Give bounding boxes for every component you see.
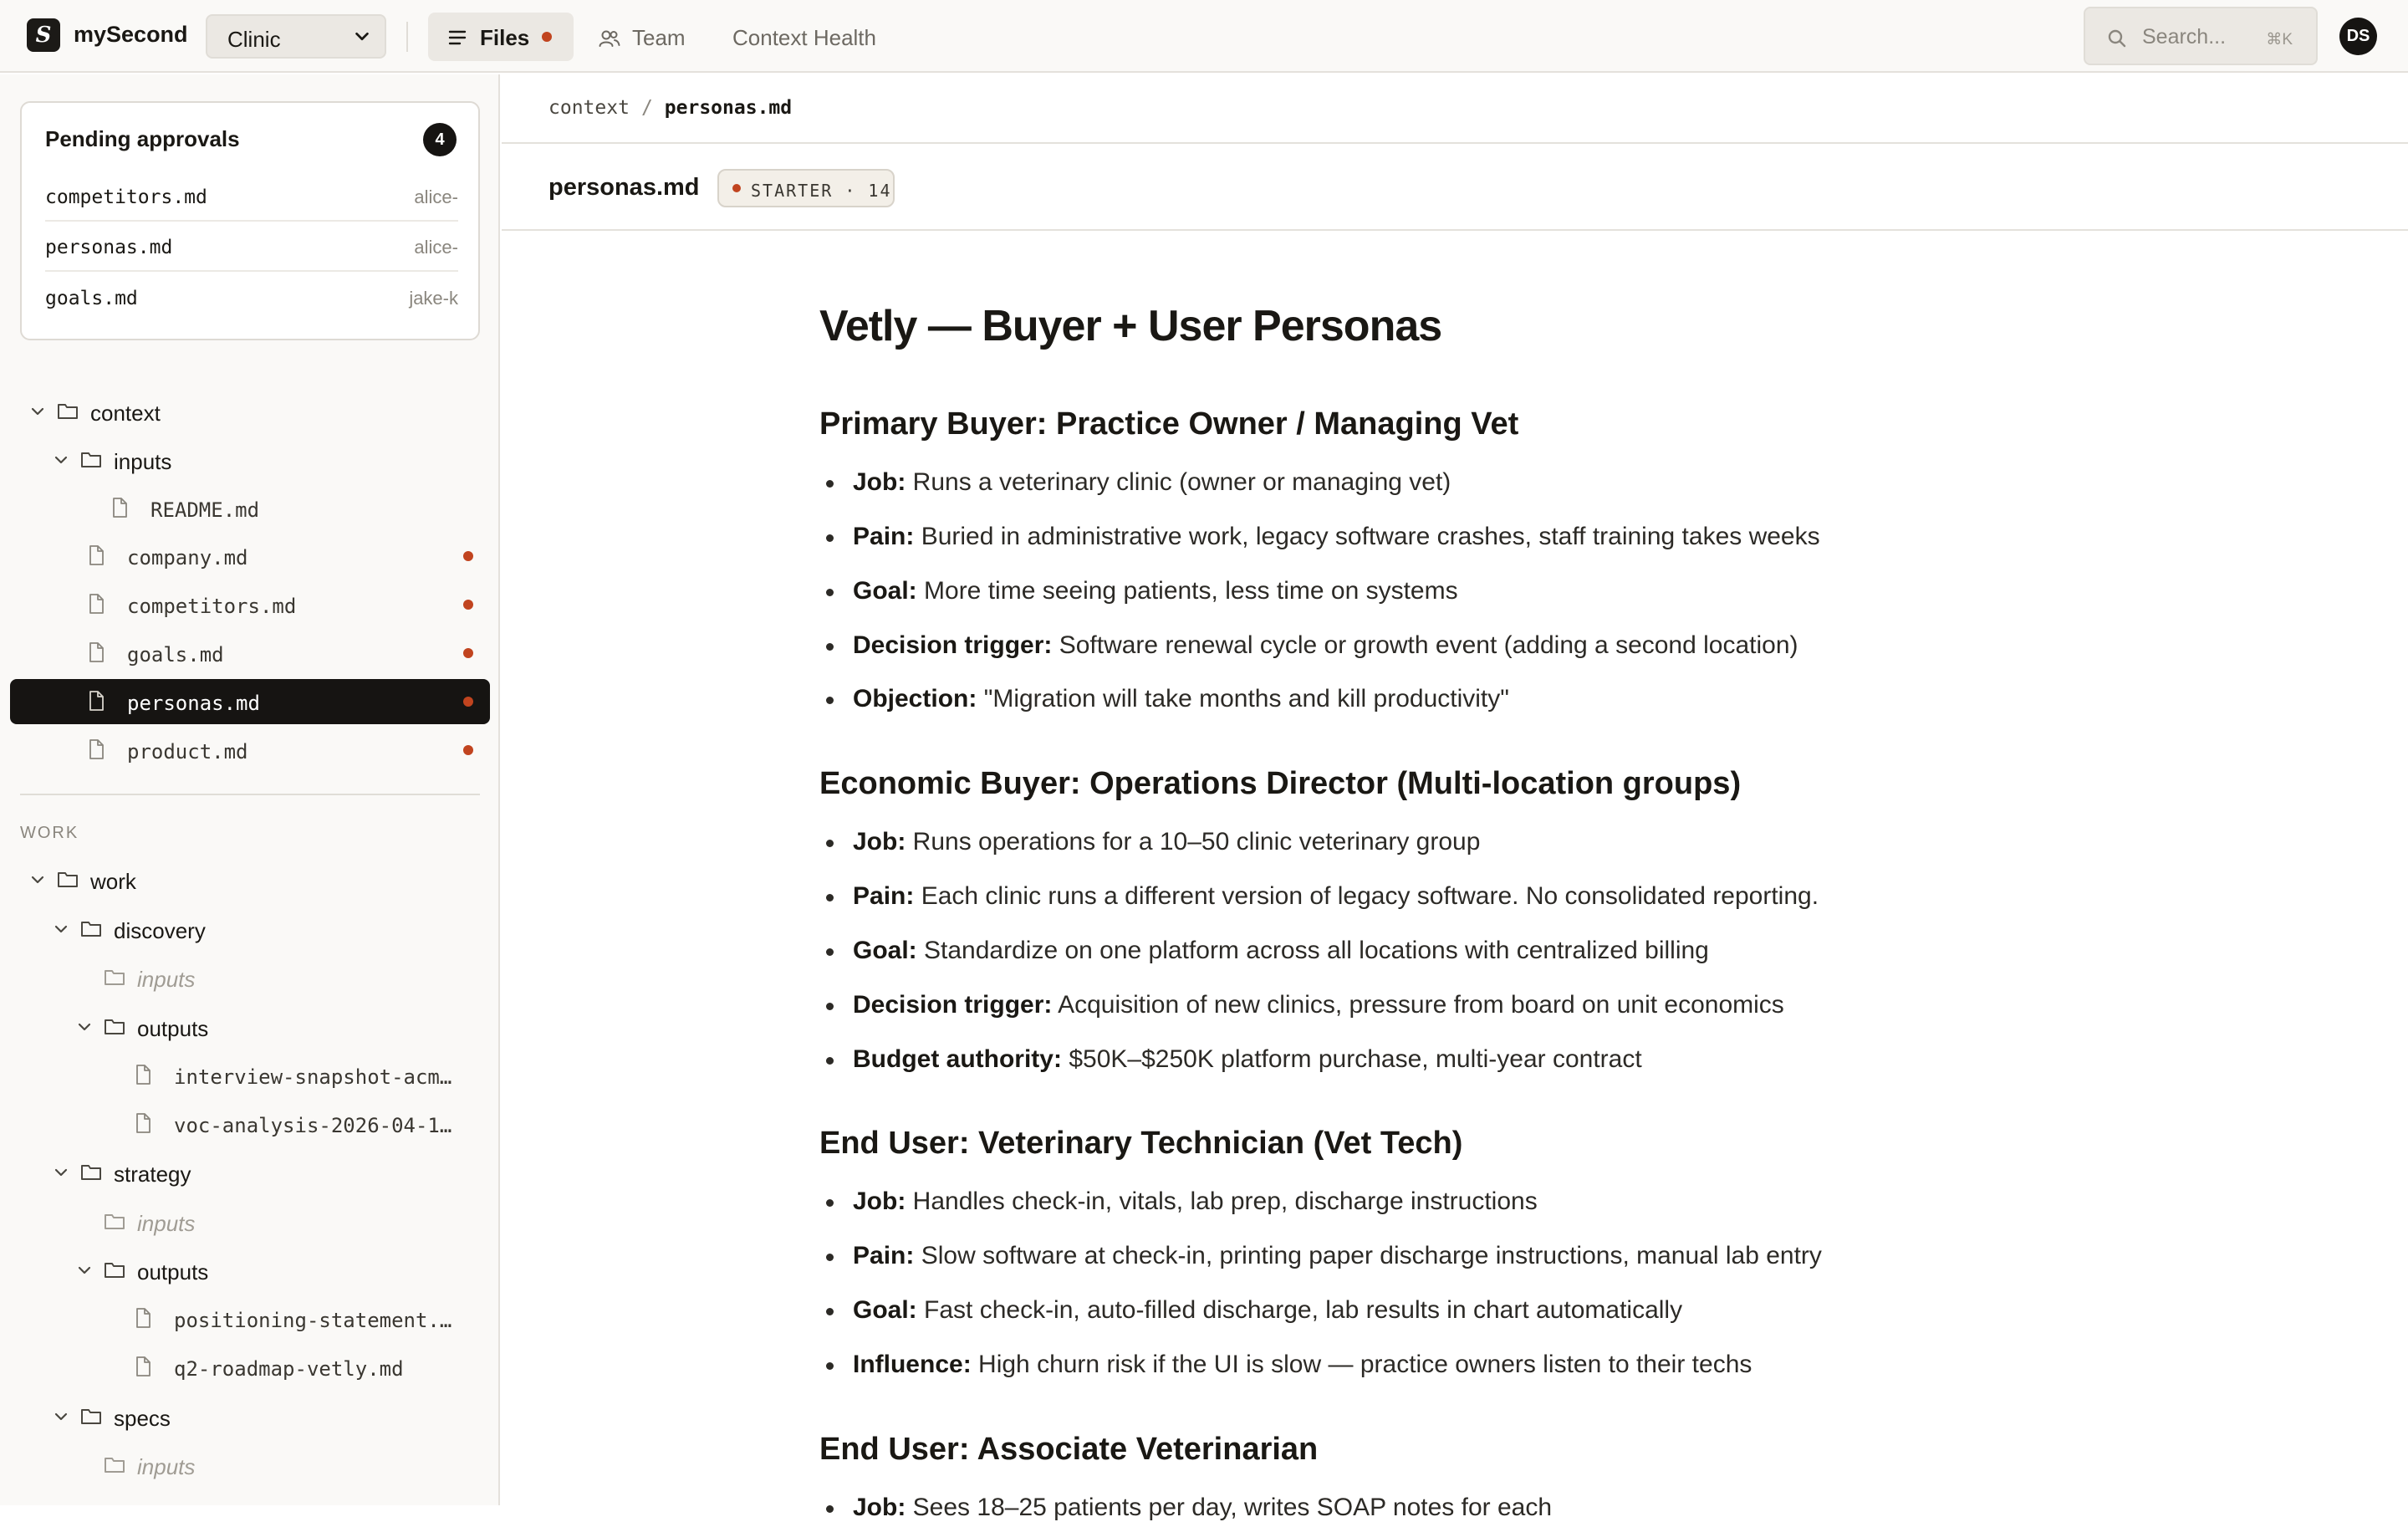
approval-item[interactable] xyxy=(45,222,458,272)
tree-folder-strategy[interactable] xyxy=(10,1150,490,1195)
approval-user: jake-k xyxy=(409,288,458,309)
file-icon xyxy=(85,738,107,760)
approval-file: personas.md xyxy=(45,237,173,258)
list-item: Job: Runs operations for a 10–50 clinic veterinary group xyxy=(853,828,1481,855)
breadcrumb-separator: / xyxy=(640,97,653,119)
tree-label: inputs xyxy=(137,967,196,992)
sidebar-divider xyxy=(20,794,480,795)
file-title: personas.md xyxy=(548,174,700,201)
chevron-down-icon xyxy=(30,404,45,419)
section-heading: Economic Buyer: Operations Director (Multi-location groups) xyxy=(819,766,1742,801)
list-item: Decision trigger: Acquisition of new clinics, pressure from board on unit economics xyxy=(853,991,1784,1019)
tree-label: inputs xyxy=(114,449,172,474)
tree-folder-work[interactable] xyxy=(10,857,490,902)
folder-icon xyxy=(104,1015,125,1037)
tree-file-personas[interactable] xyxy=(10,679,490,724)
tree-label: positioning-statement.… xyxy=(174,1309,452,1332)
tree-folder-inputs[interactable] xyxy=(10,437,490,483)
modified-dot xyxy=(463,648,473,658)
tree-file-readme[interactable] xyxy=(10,486,490,531)
breadcrumb-divider xyxy=(502,142,2408,144)
list-item: Job: Handles check-in, vitals, lab prep, discharge instructions xyxy=(853,1187,1538,1215)
modified-dot xyxy=(463,745,473,755)
chevron-down-icon xyxy=(77,1263,92,1278)
list-item: Job: Sees 18–25 patients per day, writes SOAP notes for each xyxy=(853,1494,1553,1521)
badge-dot xyxy=(732,184,741,192)
folder-icon xyxy=(104,1259,125,1280)
tree-label: outputs xyxy=(137,1016,209,1041)
tree-folder-specs[interactable] xyxy=(10,1394,490,1439)
tree-folder-specs-inputs[interactable] xyxy=(10,1443,490,1488)
list-item: Pain: Buried in administrative work, legacy software crashes, staff training takes weeks xyxy=(853,523,1820,550)
chevron-down-icon xyxy=(54,922,69,937)
tree-label: work xyxy=(90,869,136,894)
tree-label: strategy xyxy=(114,1162,191,1187)
folder-icon xyxy=(104,1453,125,1475)
list-item: Decision trigger: Software renewal cycle or growth event (adding a second location) xyxy=(853,631,1798,659)
breadcrumb xyxy=(548,97,792,119)
header-divider xyxy=(406,22,408,52)
tree-file-competitors[interactable] xyxy=(10,582,490,627)
file-icon xyxy=(132,1307,154,1329)
chevron-down-icon xyxy=(54,1409,69,1424)
tree-label: README.md xyxy=(150,498,260,522)
modified-dot xyxy=(463,600,473,610)
chevron-down-icon xyxy=(54,452,69,467)
list-item: Job: Runs a veterinary clinic (owner or managing vet) xyxy=(853,468,1451,496)
tree-label: outputs xyxy=(137,1259,209,1285)
tree-folder-discovery-inputs[interactable] xyxy=(10,955,490,1000)
chevron-down-icon xyxy=(77,1019,92,1034)
app-logo[interactable]: S xyxy=(27,18,60,52)
tree-file-interview-snapshot[interactable] xyxy=(10,1053,490,1098)
pending-approvals-card xyxy=(20,101,480,340)
tree-label: voc-analysis-2026-04-1… xyxy=(174,1114,452,1137)
nav-context-health-tab[interactable]: Context Health xyxy=(732,25,876,50)
file-icon xyxy=(109,497,130,518)
tree-file-company[interactable] xyxy=(10,534,490,579)
tree-file-product[interactable] xyxy=(10,728,490,773)
section-heading: Primary Buyer: Practice Owner / Managing Vet xyxy=(819,406,1519,442)
folder-icon xyxy=(80,1405,102,1427)
tree-folder-strategy-outputs[interactable] xyxy=(10,1248,490,1293)
tree-folder-discovery[interactable] xyxy=(10,907,490,952)
top-bar xyxy=(0,0,2408,73)
search-box[interactable] xyxy=(2084,7,2318,65)
tree-file-goals[interactable] xyxy=(10,631,490,676)
list-icon xyxy=(448,29,467,46)
breadcrumb-current: personas.md xyxy=(664,97,793,119)
approval-file: competitors.md xyxy=(45,186,207,208)
unsaved-dot xyxy=(542,32,552,42)
nav-team-label: Team xyxy=(632,25,686,50)
list-item: Goal: More time seeing patients, less time on systems xyxy=(853,577,1458,605)
list-item: Influence: High churn risk if the UI is slow — practice owners listen to their techs xyxy=(853,1351,1752,1378)
search-icon xyxy=(2107,28,2127,49)
folder-icon xyxy=(80,917,102,939)
folder-icon xyxy=(80,448,102,470)
workspace-select[interactable] xyxy=(206,14,386,59)
section-heading: End User: Veterinary Technician (Vet Tech) xyxy=(819,1126,1463,1161)
file-icon xyxy=(132,1112,154,1134)
list-item: Objection: "Migration will take months and kill productivity" xyxy=(853,685,1509,712)
tree-label: discovery xyxy=(114,918,206,943)
tree-file-positioning-statement[interactable] xyxy=(10,1296,490,1341)
folder-icon xyxy=(104,966,125,988)
pending-approvals-count: 4 xyxy=(423,123,457,156)
tree-label: goals.md xyxy=(127,643,224,667)
file-icon xyxy=(132,1064,154,1085)
nav-files-tab[interactable] xyxy=(428,13,574,61)
tree-label: inputs xyxy=(137,1454,196,1479)
folder-icon xyxy=(57,400,79,421)
tree-label: inputs xyxy=(137,1211,196,1236)
breadcrumb-root[interactable]: context xyxy=(548,97,630,119)
pending-approvals-title: Pending approvals xyxy=(45,126,240,151)
app-name[interactable]: mySecond xyxy=(74,22,188,47)
tree-label: personas.md xyxy=(127,692,260,715)
list-item: Goal: Standardize on one platform across all locations with centralized billing xyxy=(853,937,1709,964)
list-item: Budget authority: $50K–$250K platform purchase, multi-year contract xyxy=(853,1045,1642,1073)
tree-file-voc-analysis[interactable] xyxy=(10,1101,490,1147)
folder-icon xyxy=(80,1161,102,1182)
badge-label: STARTER · 14 xyxy=(751,181,892,201)
approval-item[interactable] xyxy=(45,273,458,323)
folder-icon xyxy=(104,1210,125,1232)
approval-file: goals.md xyxy=(45,288,138,309)
list-item: Pain: Slow software at check-in, printing paper discharge instructions, manual lab entry xyxy=(853,1242,1822,1269)
document-title: Vetly — Buyer + User Personas xyxy=(819,302,1442,350)
folder-icon xyxy=(57,868,79,890)
user-avatar[interactable]: DS xyxy=(2339,18,2377,55)
approval-user: alice- xyxy=(414,237,458,258)
file-icon xyxy=(85,641,107,663)
users-icon xyxy=(599,29,620,48)
tree-label: interview-snapshot-acm… xyxy=(174,1065,452,1089)
tree-label: q2-roadmap-vetly.md xyxy=(174,1357,404,1381)
tree-file-q2-roadmap[interactable] xyxy=(10,1345,490,1390)
tree-label: specs xyxy=(114,1406,171,1431)
chevron-down-icon xyxy=(353,28,371,46)
list-item: Goal: Fast check-in, auto-filled discharge, lab results in chart automatically xyxy=(853,1296,1683,1324)
list-item: Pain: Each clinic runs a different version of legacy software. No consolidated reporting. xyxy=(853,882,1819,910)
work-section-label: WORK xyxy=(20,824,79,842)
status-badge xyxy=(717,169,895,207)
file-icon xyxy=(85,544,107,566)
approval-item[interactable] xyxy=(45,171,458,222)
tree-label: competitors.md xyxy=(127,595,297,618)
approval-user: alice- xyxy=(414,186,458,207)
modified-dot xyxy=(463,697,473,707)
file-header-divider xyxy=(502,229,2408,231)
file-icon xyxy=(85,593,107,615)
file-icon xyxy=(85,690,107,712)
tree-folder-strategy-inputs[interactable] xyxy=(10,1199,490,1244)
search-shortcut: ⌘K xyxy=(2266,31,2293,49)
sidebar xyxy=(0,74,500,1505)
tree-label: company.md xyxy=(127,546,248,569)
tree-label: product.md xyxy=(127,740,248,764)
file-icon xyxy=(132,1356,154,1377)
modified-dot xyxy=(463,551,473,561)
chevron-down-icon xyxy=(54,1165,69,1180)
section-heading: End User: Associate Veterinarian xyxy=(819,1432,1319,1467)
nav-files-label: Files xyxy=(480,25,530,50)
search-input[interactable] xyxy=(2142,23,2268,50)
workspace-select-value: Clinic xyxy=(227,27,281,52)
tree-folder-discovery-outputs[interactable] xyxy=(10,1004,490,1050)
tree-folder-context[interactable] xyxy=(10,389,490,434)
tree-label: context xyxy=(90,401,161,426)
chevron-down-icon xyxy=(30,872,45,887)
